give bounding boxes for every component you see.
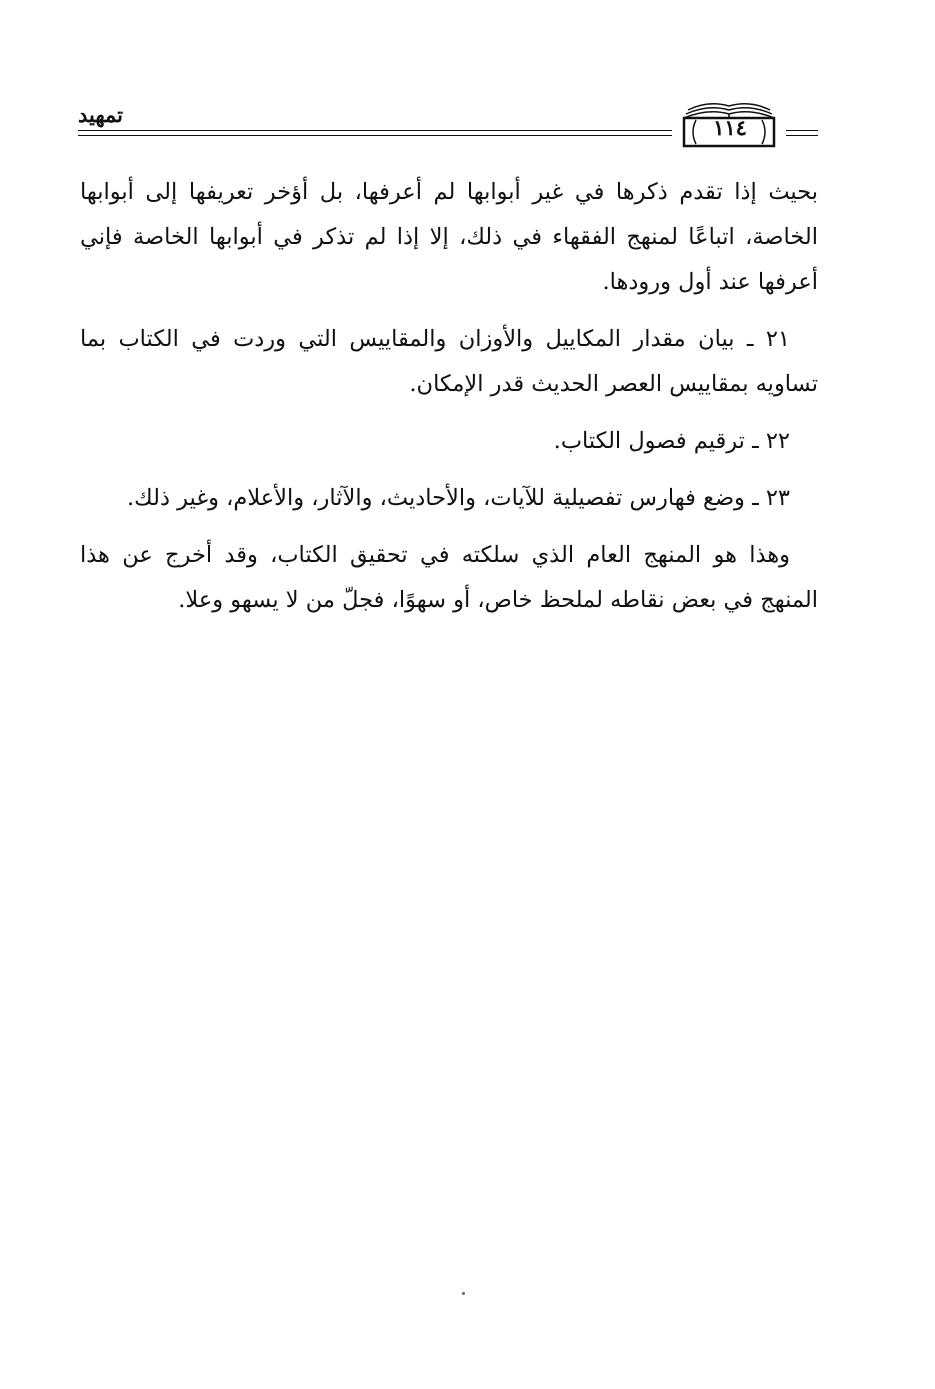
- scan-mark: [462, 1292, 465, 1295]
- closing-paragraph: وهذا هو المنهج العام الذي سلكته في تحقيق الكتاب، وقد أخرج عن هذا المنهج في بعض نقاطه لملحظ خاص، أو سهوًا، فجلّ من لا يسهو وعلا.: [80, 542, 818, 613]
- paragraph-continuation: بحيث إذا تقدم ذكرها في غير أبوابها لم أعرفها، بل أؤخر تعريفها إلى أبوابها الخاصة، اتباعًا لمنهج الفقهاء في ذلك، إلا إذا لم تذكر في أبوابها الخاصة فإني أعرفها عند أول ورودها.: [80, 179, 818, 295]
- page-body: [80, 170, 818, 635]
- list-item-22: ٢٢ ـ ترقيم فصول الكتاب.: [553, 428, 790, 454]
- header-rule: [78, 130, 672, 136]
- header-rule-right: [786, 130, 818, 136]
- page-number: ١١٤: [713, 115, 747, 140]
- page-header: [78, 98, 818, 150]
- chapter-title: تمهيد: [78, 102, 124, 127]
- list-item-21: ٢١ ـ بيان مقدار المكاييل والأوزان والمقاييس التي وردت في الكتاب بما تساويه بمقاييس العصر الحديث قدر الإمكان.: [80, 326, 818, 397]
- list-item-23: ٢٣ ـ وضع فهارس تفصيلية للآيات، والأحاديث، والآثار، والأعلام، وغير ذلك.: [127, 485, 790, 511]
